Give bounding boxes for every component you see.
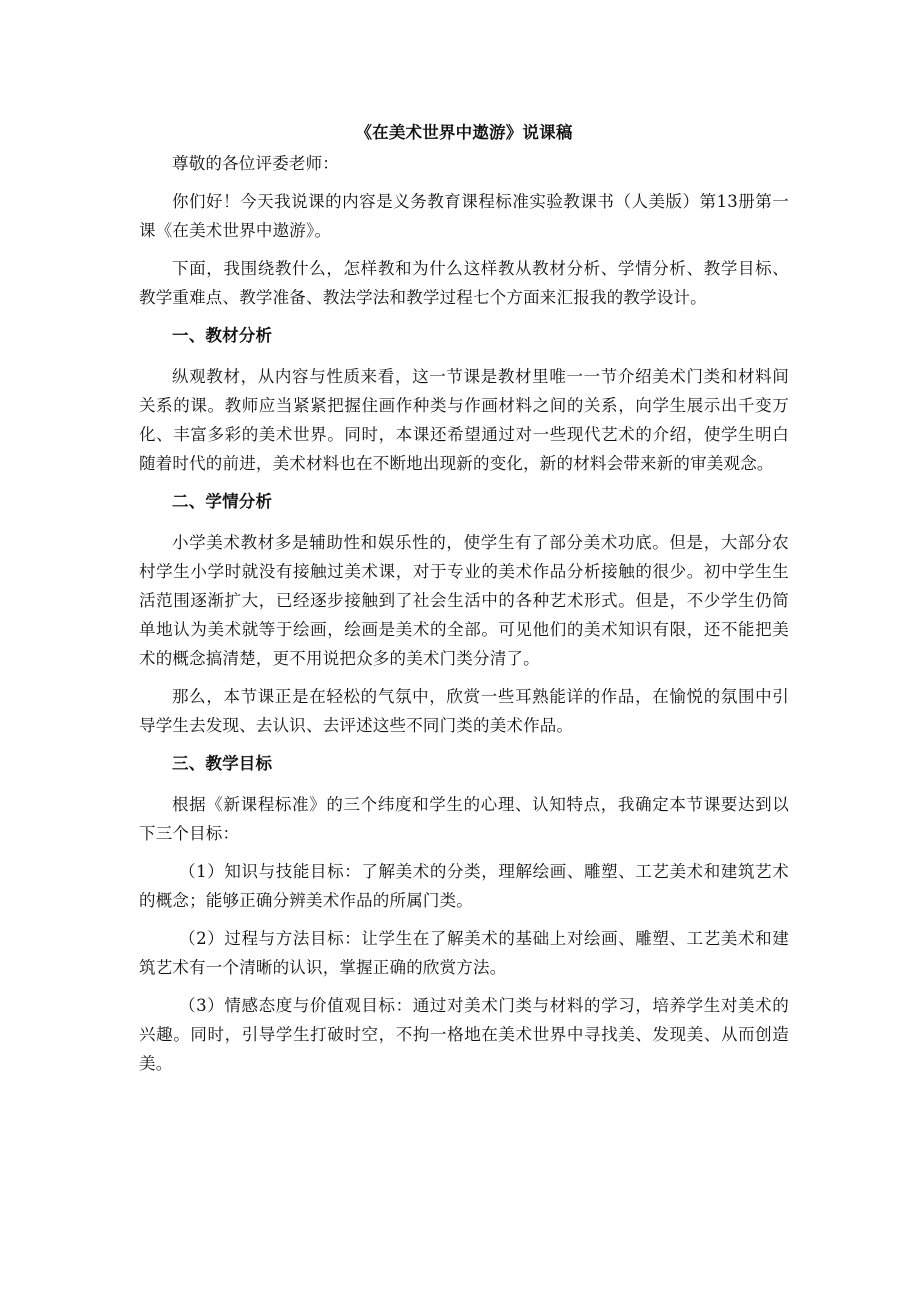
intro-paragraph-2: 下面，我围绕教什么，怎样教和为什么这样教从教材分析、学情分析、教学目标、教学重难点、教学准备、教法学法和教学过程七个方面来汇报我的教学设计。 — [139, 259, 789, 307]
section2-paragraph-1: 小学美术教材多是辅助性和娱乐性的，使学生有了部分美术功底。但是，大部分农村学生小学时就没有接触过美术课，对于专业的美术作品分析接触的很少。初中学生生活范围逐渐扩大，已经逐步接触到了社会生活中的各种艺术形式。但是，不少学生仍简单地认为美术就等于绘画，绘画是美术的全部。可见他们的美术知识有限，还不能把美术的概念搞清楚，更不用说把众多的美术门类分清了。 — [139, 533, 789, 668]
section-heading-student-analysis: 二、学情分析 — [172, 492, 273, 511]
section-heading-textbook-analysis: 一、教材分析 — [172, 326, 273, 345]
salutation: 尊敬的各位评委老师： — [172, 154, 339, 173]
section-heading-teaching-goals: 三、教学目标 — [172, 754, 273, 773]
section3-paragraph: 根据《新课程标准》的三个纬度和学生的心理、认知特点，我确定本节课要达到以下三个目标： — [139, 795, 789, 843]
goal-item: （2）过程与方法目标：让学生在了解美术的基础上对绘画、雕塑、工艺美术和建筑艺术有一个清晰的认识，掌握正确的欣赏方法。 — [139, 929, 789, 977]
goal-item: （3）情感态度与价值观目标：通过对美术门类与材料的学习，培养学生对美术的兴趣。同时，引导学生打破时空，不拘一格地在美术世界中寻找美、发现美、从而创造美。 — [139, 996, 789, 1073]
section1-paragraph: 纵观教材，从内容与性质来看，这一节课是教材里唯一一节介绍美术门类和材料间关系的课。教师应当紧紧把握住画作种类与作画材料之间的关系，向学生展示出千变万化、丰富多彩的美术世界。同时，本课还希望通过对一些现代艺术的介绍，使学生明白随着时代的前进，美术材料也在不断地出现新的变化，新的材料会带来新的审美观念。 — [139, 367, 789, 473]
goal-item: （1）知识与技能目标：了解美术的分类，理解绘画、雕塑、工艺美术和建筑艺术的概念；能够正确分辨美术作品的所属门类。 — [139, 862, 789, 910]
document-body — [139, 117, 789, 1087]
document-title: 《在美术世界中遨游》说课稿 — [355, 123, 573, 142]
section2-paragraph-2: 那么，本节课正是在轻松的气氛中，欣赏一些耳熟能详的作品，在愉悦的氛围中引导学生去发现、去认识、去评述这些不同门类的美术作品。 — [139, 687, 789, 735]
intro-paragraph-1: 你们好！今天我说课的内容是义务教育课程标准实验教课书（人美版）第13册第一课《在美术世界中遨游》。 — [139, 192, 789, 240]
